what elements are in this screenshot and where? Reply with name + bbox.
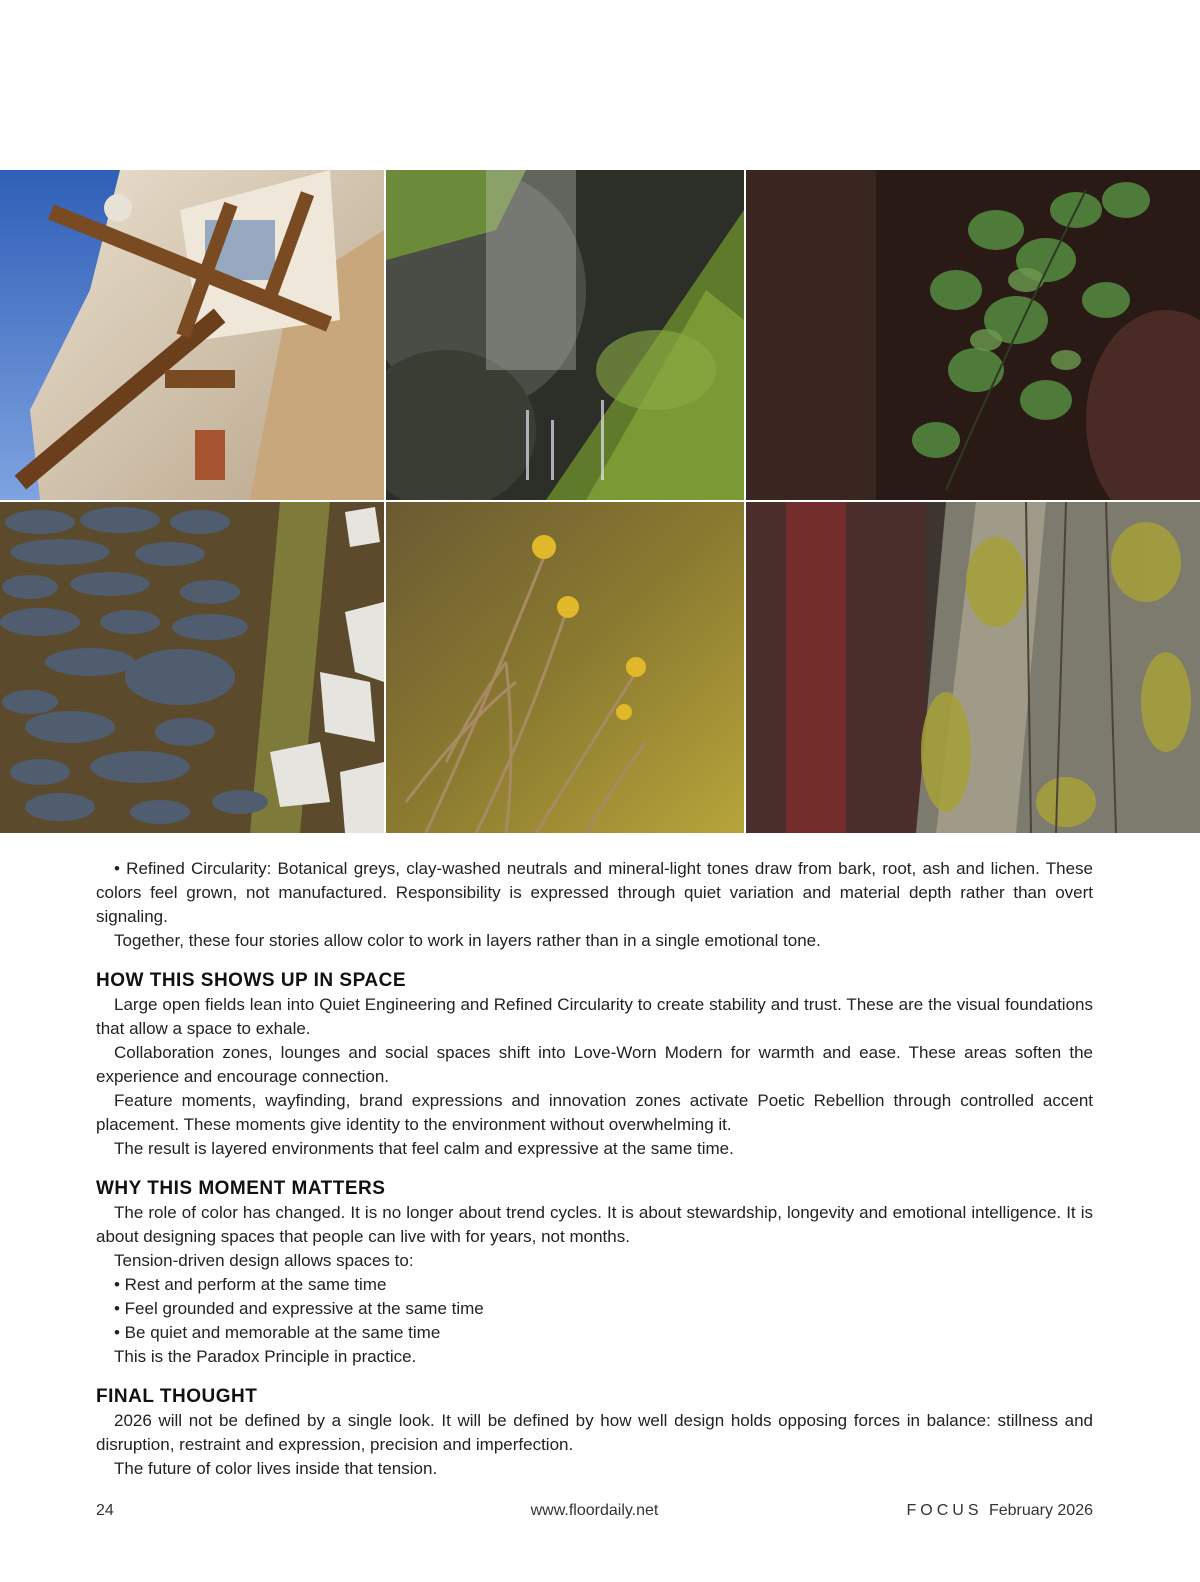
issue-date: February 2026: [988, 1502, 1093, 1519]
bullet-item: • Be quiet and memorable at the same time: [114, 1323, 441, 1342]
body-paragraph: Tension-driven design allows spaces to:: [114, 1251, 414, 1270]
photo-fern-leaves: [746, 170, 1200, 500]
body-paragraph: 2026 will not be defined by a single look. It will be defined by how well design holds opposing forces in balance: stillness and disruption, restraint and expression, precision and imperfection.: [96, 1411, 1093, 1454]
article-body: [96, 857, 1093, 1481]
photo-adobe-tower: [0, 170, 384, 500]
intro-paragraph: Together, these four stories allow color to work in layers rather than in a single emotional tone.: [114, 931, 821, 950]
photo-collage: [0, 170, 1200, 833]
magazine-name: FOCUS: [906, 1502, 983, 1519]
section-heading: FINAL THOUGHT: [96, 1386, 258, 1407]
body-paragraph: Collaboration zones, lounges and social spaces shift into Love-Worn Modern for warmth and ease. These areas soften the experience and encourage connection.: [96, 1043, 1093, 1086]
photo-mossy-waterfall: [386, 170, 744, 500]
body-paragraph: The role of color has changed. It is no longer about trend cycles. It is about stewardship, longevity and emotional intelligence. It is about designing spaces that people can live with for years, not months.: [96, 1203, 1093, 1246]
section-heading: HOW THIS SHOWS UP IN SPACE: [96, 970, 406, 991]
photo-yellow-wildflowers: [386, 502, 744, 833]
body-paragraph: The result is layered environments that feel calm and expressive at the same time.: [114, 1139, 734, 1158]
page-number: 24: [96, 1502, 114, 1519]
photo-lichen-bark: [746, 502, 1200, 833]
body-paragraph: This is the Paradox Principle in practice.: [114, 1347, 417, 1366]
section-heading: WHY THIS MOMENT MATTERS: [96, 1178, 386, 1199]
bullet-item: • Feel grounded and expressive at the same time: [114, 1299, 484, 1318]
body-paragraph: The future of color lives inside that tension.: [114, 1459, 438, 1478]
body-paragraph: Large open fields lean into Quiet Engineering and Refined Circularity to create stability and trust. These are the visual foundations that allow a space to exhale.: [96, 995, 1093, 1038]
photo-river-stones: [0, 502, 384, 833]
page-footer: [96, 1502, 1093, 1526]
body-paragraph: Feature moments, wayfinding, brand expressions and innovation zones activate Poetic Rebellion through controlled accent placement. These moments give identity to the environment without overwhelming it.: [96, 1091, 1093, 1134]
bullet-item: • Rest and perform at the same time: [114, 1275, 387, 1294]
intro-paragraph: • Refined Circularity: Botanical greys, clay-washed neutrals and mineral-light tones draw from bark, root, ash and lichen. These colors feel grown, not manufactured. Responsibility is expressed through quiet variation and material depth rather than overt signaling.: [96, 859, 1093, 926]
footer-url-text[interactable]: www.floordaily.net: [530, 1502, 659, 1519]
issue-label: [906, 1502, 1093, 1520]
